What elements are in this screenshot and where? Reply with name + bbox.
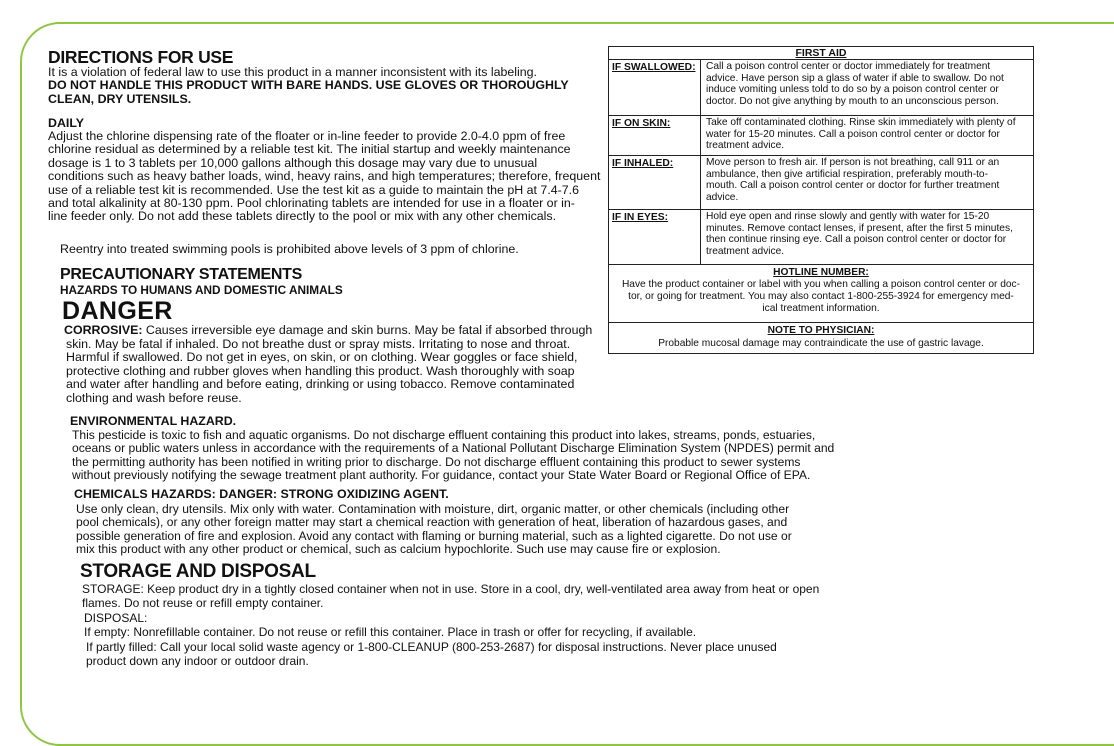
hotline-line: tor, or going for treatment. You may also contact 1-800-255-3924 for emergency med- (628, 291, 1014, 302)
first-aid-box (608, 46, 1034, 354)
corrosive-line: and water after handling and before eating, drinking or using tobacco. Remove contaminated (66, 377, 575, 392)
daily-line: and total alkalinity at 80-130 ppm. Pool chlorinating tablets are intended for use in a floater or in- (48, 196, 575, 211)
physician-title: NOTE TO PHYSICIAN: (767, 325, 875, 336)
first-aid-row-skin (609, 115, 1033, 156)
daily-line: use of a reliable test kit is recommended. Use the test kit as a guide to maintain the pH at 7.4-7.6 (48, 182, 580, 197)
corrosive-line: clothing and wash before reuse. (66, 390, 242, 405)
chemical-line: Use only clean, dry utensils. Mix only with water. Contamination with moisture, dirt, organic matter, or other chemicals (including other (76, 502, 790, 516)
daily-line: chlorine residual as determined by a reliable test kit. The initial startup and weekly maintenance (48, 142, 571, 157)
if-partly-line-2: product down any indoor or outdoor drain. (86, 654, 309, 668)
corrosive-line: skin. May be fatal if inhaled. Do not breathe dust or spray mists. Irritating to nose and throat. (66, 337, 571, 351)
environmental-paragraph (72, 429, 872, 483)
environmental-line: oceans or public waters unless in accordance with the requirements of a National Pollutant Discharge Elimination System (NPDES) permit and (72, 441, 835, 456)
physician-text: Probable mucosal damage may contraindicate the use of gastric lavage. (658, 338, 984, 349)
violation-text: It is a violation of federal law to use this product in a manner inconsistent with its labeling. (48, 65, 538, 79)
first-aid-line: then continue rinsing eye. Call a poison control center or doctor for (706, 234, 1007, 246)
first-aid-label: IF IN EYES: (612, 212, 669, 223)
first-aid-row-swallowed (609, 59, 1033, 115)
first-aid-line: induce vomiting unless told to do so by a poison control center or (706, 84, 999, 96)
chemical-line: mix this product with any other product or chemical, such as calcium hypochlorite. Such use may cause fire or explosion. (76, 542, 721, 557)
daily-line: dosage is 1 to 3 tablets per 10,000 gallons although this dosage may vary due to unusual (48, 155, 538, 170)
corrosive-paragraph (64, 324, 609, 337)
first-aid-line: Take off contaminated clothing. Rinse skin immediately with plenty of (706, 117, 1016, 128)
first-aid-text (706, 61, 1028, 107)
handling-warning-line-2: CLEAN, DRY UTENSILS. (48, 92, 192, 106)
corrosive-line: Harmful if swallowed. Do not get in eyes, on skin, or on clothing. Wear goggles or face shield, (66, 350, 578, 365)
first-aid-text (706, 117, 1028, 152)
first-aid-line: ambulance, then give artificial respiration, preferably mouth-to- (706, 168, 988, 180)
corrosive-body (66, 338, 611, 405)
disposal-label: DISPOSAL: (84, 611, 148, 625)
environmental-title: ENVIRONMENTAL HAZARD. (70, 414, 237, 428)
daily-line: line feeder only. Do not add these tablets directly to the pool or mix with any other chemicals. (48, 209, 557, 224)
hazards-subtitle: HAZARDS TO HUMANS AND DOMESTIC ANIMALS (60, 283, 343, 297)
first-aid-line: mouth. Call a poison control center or doctor for further treatment (706, 180, 1000, 192)
corrosive-label: CORROSIVE: (64, 323, 143, 337)
daily-line: conditions such as heavy bather loads, wind, heavy rains, and high temperatures; therefore, frequent (48, 169, 601, 184)
reentry-text: Reentry into treated swimming pools is prohibited above levels of 3 ppm of chlorine. (60, 242, 519, 256)
chemical-line: possible generation of fire and explosion. Avoid any contact with flaming or burning material, such as a lighted cigarette. Do not use or (76, 528, 792, 543)
first-aid-line: treatment advice. (706, 245, 785, 257)
first-aid-text (706, 157, 1028, 203)
corrosive-line: protective clothing and rubber gloves when handling this product. Wash thoroughly with soap (66, 363, 575, 378)
first-aid-line: Call a poison control center or doctor immediately for treatment (706, 61, 991, 72)
handling-warning-line-1: DO NOT HANDLE THIS PRODUCT WITH BARE HANDS. USE GLOVES OR THOROUGHLY (48, 78, 569, 92)
precautionary-title: PRECAUTIONARY STATEMENTS (60, 266, 302, 283)
first-aid-line: water for 15-20 minutes. Call a poison control center or doctor for (706, 128, 1000, 140)
hotline-line: ical treatment information. (762, 303, 880, 314)
first-aid-line: advice. (706, 191, 739, 203)
first-aid-line: Move person to fresh air. If person is not breathing, call 911 or an (706, 157, 1000, 168)
hotline-line: Have the product container or label with you when calling a poison control center or doc- (621, 279, 1021, 290)
first-aid-line: Hold eye open and rinse slowly and gently with water for 15-20 (706, 211, 990, 222)
first-aid-label: IF SWALLOWED: (612, 62, 696, 73)
first-aid-row-inhaled (609, 155, 1033, 210)
hotline-section (609, 264, 1033, 323)
daily-line: Adjust the chlorine dispensing rate of the floater or in-line feeder to provide 2.0-4.0 ppm of free (48, 129, 566, 143)
chemical-line: pool chemicals), or any other foreign matter may start a chemical reaction with generation of heat, liberation of hazardous gases, and (76, 515, 788, 530)
corrosive-first-line: Causes irreversible eye damage and skin burns. May be fatal if absorbed through (142, 323, 593, 337)
physician-section (609, 322, 1033, 353)
storage-line-2: flames. Do not reuse or refill empty container. (82, 596, 324, 610)
storage-line-1: STORAGE: Keep product dry in a tightly closed container when not in use. Store in a cool, dry, well-ventilated area away from heat or open (82, 582, 820, 596)
directions-title: DIRECTIONS FOR USE (48, 47, 234, 67)
environmental-line: This pesticide is toxic to fish and aquatic organisms. Do not discharge effluent containing this product into lakes, streams, ponds, estuaries, (72, 428, 816, 442)
first-aid-line: advice. Have person sip a glass of water if able to swallow. Do not (706, 72, 1004, 84)
if-empty-text: If empty: Nonrefillable container. Do not reuse or refill this container. Place in trash or offer for recycling, if available. (84, 625, 697, 639)
chemical-paragraph (76, 503, 866, 557)
first-aid-line: treatment advice. (706, 140, 785, 152)
daily-title: DAILY (48, 116, 85, 130)
first-aid-line: doctor. Do not give anything by mouth to an unconscious person. (706, 95, 999, 107)
first-aid-line: minutes. Remove contact lenses, if present, after the first 5 minutes, (706, 222, 1013, 234)
environmental-line: the permitting authority has been notified in writing prior to discharge. Do not discharge effluent containing this product to sewer systems (72, 454, 801, 469)
first-aid-row-eyes (609, 209, 1033, 265)
daily-paragraph (48, 130, 608, 224)
first-aid-title: FIRST AID (795, 47, 847, 59)
first-aid-text (706, 211, 1028, 257)
first-aid-label: IF ON SKIN: (612, 118, 671, 129)
first-aid-label: IF INHALED: (612, 158, 674, 169)
chemical-title: CHEMICALS HAZARDS: DANGER: STRONG OXIDIZING AGENT. (74, 487, 449, 501)
danger-heading: DANGER (62, 297, 173, 325)
hotline-title: HOTLINE NUMBER: (773, 267, 869, 278)
environmental-line: without previously notifying the sewage treatment plant authority. For guidance, contact your State Water Board or Regional Office of EPA. (72, 468, 811, 483)
storage-title: STORAGE AND DISPOSAL (80, 561, 316, 582)
if-partly-line-1: If partly filled: Call your local solid waste agency or 1-800-CLEANUP (800-253-2687) for disposal instructions. Never place unused (86, 640, 777, 654)
